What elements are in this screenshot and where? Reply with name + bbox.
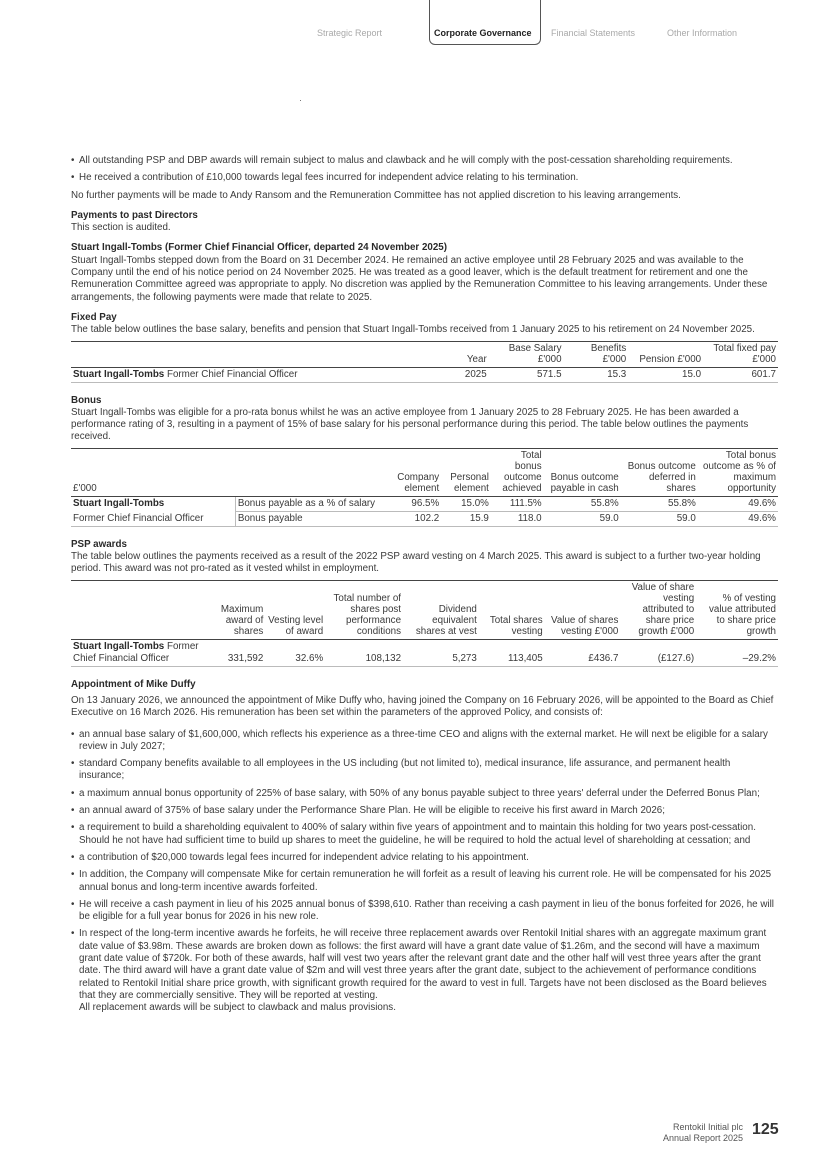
row-role: Former Chief Financial Officer (164, 368, 298, 380)
column-header: Total fixed pay £'000 (703, 341, 778, 367)
unit-label: £'000 (71, 448, 235, 496)
nav-corporate-governance[interactable]: Corporate Governance (429, 0, 541, 45)
column-header: Total shares vesting (479, 580, 545, 639)
table-cell: 15.9 (441, 511, 491, 526)
column-header: Personal element (441, 448, 491, 496)
stray-dot (300, 100, 301, 101)
table-cell: 59.0 (544, 511, 621, 526)
fixed-pay-text: The table below outlines the base salary, benefits and pension that Stuart Ingall-Tombs received from 1 January 2025 to his retirement on 24 November 2025. (71, 324, 755, 336)
column-header: Total bonus outcome achieved (491, 448, 544, 496)
table-cell: 2025 (439, 367, 489, 382)
table-row (71, 511, 778, 526)
column-header: Bonus outcome deferred in shares (621, 448, 698, 496)
table-cell: 571.5 (489, 367, 564, 382)
table-cell: 113,405 (479, 639, 545, 666)
table-cell: 55.8% (544, 496, 621, 511)
table-cell: 118.0 (491, 511, 544, 526)
table-cell: 55.8% (621, 496, 698, 511)
column-header: Total number of shares post performance conditions (325, 580, 403, 639)
no-further-payments-text: No further payments will be made to Andy Ransom and the Remuneration Committee has not applied discretion to his leaving arrangements. (71, 189, 681, 201)
list-item-text: In respect of the long-term incentive awards he forfeits, he will receive three replacement awards over Rentokil Initial shares with an aggregate maximum grant date value of $3.98m. These awards are broken down as follows: the first award will have a grant date value of $1.26m, and the second will have a maximum grant date value of $720k. For both of these awards, half will vest two years after the relevant grant date and the other half will vest three years after the grant date. The third award will have a grant date value of $2m and will vest three years after the grant date, subject to the achievement of performance conditions related to Rentokil Initial share price growth, with significant growth required for the award to vest in full. Targets have not been disclosed as the Board believes that they are commercially sensitive. They will be reported at vesting. (79, 928, 767, 1001)
table-cell: 5,273 (403, 639, 479, 666)
footer-company: Rentokil Initial plc (672, 1122, 743, 1132)
footer (663, 1122, 743, 1144)
list-item: • an annual base salary of $1,600,000, which reflects his experience as a three-time CEO and aligns with the external market. He will next be eligible for a salary review in July 2027; (71, 729, 778, 754)
list-item: • He received a contribution of £10,000 towards legal fees incurred for independent advice relating to his termination. (71, 172, 778, 184)
column-header: % of vesting value attributed to share price growth (696, 580, 778, 639)
audited-note: This section is audited. (71, 222, 171, 234)
table-cell: 15.3 (564, 367, 629, 382)
table-cell: 49.6% (698, 511, 778, 526)
list-item: • an annual award of 375% of base salary under the Performance Share Plan. He will be eligible to receive his first award in March 2026; (71, 805, 778, 817)
row-name: Stuart Ingall-Tombs (73, 640, 165, 652)
column-header: Benefits £'000 (564, 341, 629, 367)
psp-heading: PSP awards (71, 538, 127, 550)
list-item: • a requirement to build a shareholding equivalent to 400% of salary within five years of appointment and to maintain this holding for two years post-cessation. Should he not have had sufficient time to build up shares to meet the guideline, he will be required to hold the actual level of shareholding at cessation; and (71, 822, 778, 847)
table-cell: 15.0 (628, 367, 703, 382)
psp-table (71, 580, 778, 667)
table-cell: 102.2 (392, 511, 442, 526)
table-cell: £436.7 (545, 639, 621, 666)
replacement-awards-note: All replacement awards will be subject to clawback and malus provisions. (79, 1002, 396, 1014)
table-cell: 15.0% (441, 496, 491, 511)
stuart-heading: Stuart Ingall-Tombs (Former Chief Financial Officer, departed 24 November 2025) (71, 242, 448, 254)
row-label: Bonus payable as a % of salary (235, 496, 391, 511)
table-cell: 108,132 (325, 639, 403, 666)
table-cell: 49.6% (698, 496, 778, 511)
column-header: Base Salary £'000 (489, 341, 564, 367)
list-item: • a contribution of $20,000 towards legal fees incurred for independent advice relating to his appointment. (71, 852, 778, 864)
column-header: Maximum award of shares (209, 580, 265, 639)
row-label: Bonus payable (235, 511, 391, 526)
column-header: Pension £'000 (628, 341, 703, 367)
nav-other-information[interactable]: Other Information (667, 28, 738, 38)
column-header: Year (439, 341, 489, 367)
table-cell: 601.7 (703, 367, 778, 382)
column-header: Dividend equivalent shares at vest (403, 580, 479, 639)
page-number: 125 (752, 1121, 779, 1138)
nav-financial-statements[interactable]: Financial Statements (551, 28, 636, 38)
section-nav (0, 0, 825, 48)
column-header: Company element (392, 448, 442, 496)
table-cell: 59.0 (621, 511, 698, 526)
fixed-pay-heading: Fixed Pay (71, 311, 117, 323)
psp-text: The table below outlines the payments received as a result of the 2022 PSP award vesting on 4 March 2025. This award is subject to a further two-year holding period. This award was not pro-rated as it vested whilst in employment. (71, 551, 761, 575)
row-role: Former (164, 640, 199, 652)
row-name: Stuart Ingall-Tombs (73, 368, 165, 380)
table-row (71, 496, 778, 511)
past-directors-heading: Payments to past Directors (71, 209, 198, 221)
row-role-line2: Chief Financial Officer (73, 652, 170, 664)
duffy-heading: Appointment of Mike Duffy (71, 678, 196, 690)
row-role: Former Chief Financial Officer (71, 511, 235, 526)
table-cell: 111.5% (491, 496, 544, 511)
table-cell: 32.6% (265, 639, 325, 666)
page-content (71, 155, 778, 1014)
list-item: • All outstanding PSP and DBP awards will remain subject to malus and clawback and he will comply with the post-cessation shareholding requirements. (71, 155, 778, 167)
bonus-heading: Bonus (71, 394, 102, 406)
column-header: Value of shares vesting £'000 (545, 580, 621, 639)
table-cell: (£127.6) (620, 639, 696, 666)
list-item: • a maximum annual bonus opportunity of 225% of base salary, with 50% of any bonus payable subject to three years' deferral under the Deferred Bonus Plan; (71, 788, 778, 800)
duffy-bullets (71, 729, 778, 1015)
fixed-pay-table (71, 341, 778, 383)
table-row (71, 639, 778, 666)
table-cell: 96.5% (392, 496, 442, 511)
table-row (71, 367, 778, 382)
nav-strategic-report[interactable]: Strategic Report (317, 28, 383, 38)
bonus-table (71, 448, 778, 527)
column-header: Total bonus outcome as % of maximum opportunity (698, 448, 778, 496)
column-header: Value of share vesting attributed to share price growth £'000 (620, 580, 696, 639)
column-header: Bonus outcome payable in cash (544, 448, 621, 496)
list-item: • In addition, the Company will compensate Mike for certain remuneration he will forfeit as a result of leaving his current role. He will be compensated for his 2025 annual bonus and long-term incentive awards forfeited. (71, 869, 778, 894)
table-cell: 331,592 (209, 639, 265, 666)
stuart-text: Stuart Ingall-Tombs stepped down from the Board on 31 December 2024. He remained an active employee until 28 February 2025 and was available to the Company until the end of his notice period on 24 November 2025. He was treated as a good leaver, which is the default treatment for retirement and one the Remuneration Committee agreed was appropriate to apply. No discretion was applied by the Remuneration Committee to his leaving arrangements. Under these arrangements, the following payments were made that relate to 2025. (71, 254, 768, 303)
footer-report: Annual Report 2025 (662, 1133, 743, 1143)
bonus-text: Stuart Ingall-Tombs was eligible for a pro-rata bonus whilst he was an active employee from 1 January 2025 to 28 February 2025. He has been awarded a performance rating of 3, resulting in a payment of 15% of base salary for his personal performance during this period. The table below outlines the payments received. (71, 406, 749, 443)
row-name: Stuart Ingall-Tombs (71, 496, 235, 511)
list-item: • He will receive a cash payment in lieu of his 2025 annual bonus of $398,610. Rather than receiving a cash payment in lieu of the bonus forfeited for 2026, he will be eligible for a full year bonus for 2026 in his new role. (71, 899, 778, 924)
list-item (71, 928, 778, 1014)
column-header: Vesting level of award (265, 580, 325, 639)
intro-bullets (71, 155, 778, 185)
duffy-text: On 13 January 2026, we announced the appointment of Mike Duffy who, having joined the Company on 16 February 2026, will be appointed to the Board as Chief Executive on 16 March 2026. His remuneration has been set within the parameters of the approved Policy, and consists of: (71, 694, 774, 719)
list-item: • standard Company benefits available to all employees in the US including (but not limited to), medical insurance, life assurance, and permanent health insurance; (71, 758, 778, 783)
table-cell: –29.2% (696, 639, 778, 666)
